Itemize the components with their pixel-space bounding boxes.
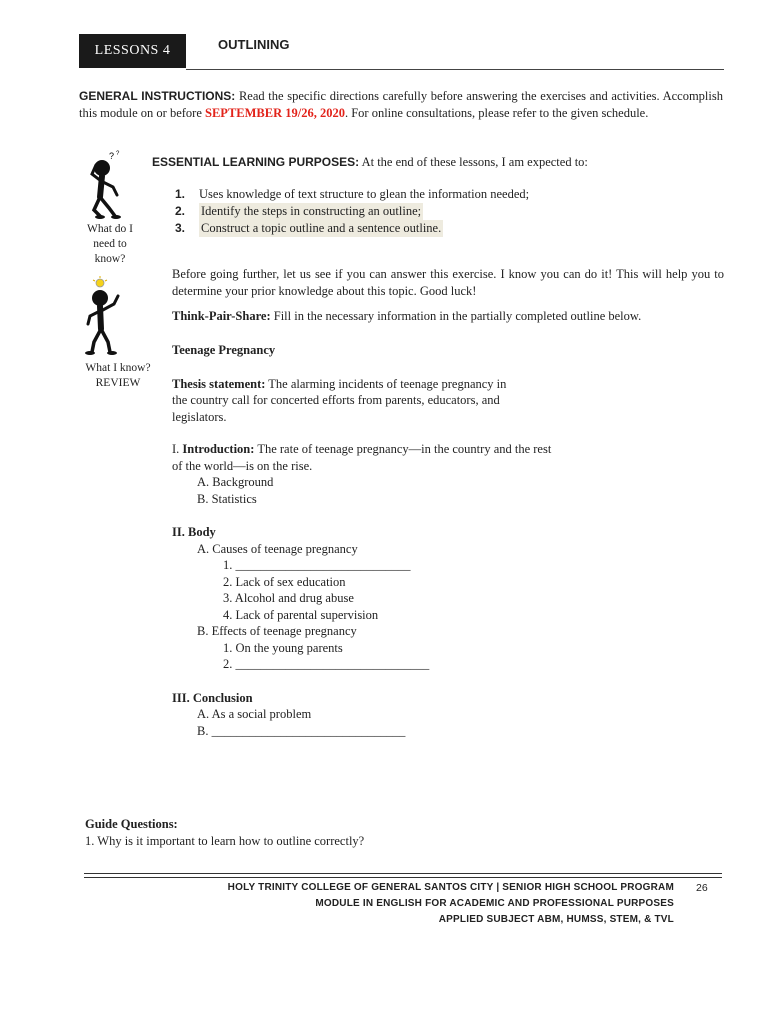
footer-module: MODULE IN ENGLISH FOR ACADEMIC AND PROFESSIONAL PURPOSES xyxy=(315,898,674,909)
idea-stickman-icon-graphic xyxy=(82,276,140,358)
outline-item: 4. Lack of parental supervision xyxy=(223,607,379,622)
conclusion-label: III. Conclusion xyxy=(172,690,253,705)
outline-blank-item: 2. _______________________________ xyxy=(223,657,430,671)
footer-divider xyxy=(84,873,722,874)
list-item xyxy=(175,203,529,220)
caption-line: What do I xyxy=(87,223,133,235)
outline-item: 2. Lack of sex education xyxy=(223,574,346,589)
guide-questions xyxy=(85,816,364,850)
general-instructions xyxy=(79,88,723,122)
conclusion-section xyxy=(172,690,724,740)
outline-item: B. Statistics xyxy=(197,491,257,506)
list-item xyxy=(175,186,529,203)
learning-purposes-intro: At the end of these lessons, I am expected to: xyxy=(359,155,588,169)
item-text-highlighted: Identify the steps in constructing an outline; xyxy=(201,204,422,218)
lesson-title: OUTLINING xyxy=(218,37,290,52)
thesis-line: The alarming incidents of teenage pregnancy in xyxy=(265,376,507,391)
footer xyxy=(84,880,674,928)
thinking-stickman-icon xyxy=(80,150,138,226)
page-number: 26 xyxy=(696,882,708,894)
what-do-i-need-caption xyxy=(78,222,142,267)
svg-text:?: ? xyxy=(109,151,115,161)
learning-purposes-heading xyxy=(152,155,588,170)
idea-stickman-icon xyxy=(82,276,140,362)
general-instructions-text-end: . For online consultations, please refer to the given schedule. xyxy=(344,106,649,120)
intro-label: Introduction: xyxy=(182,442,255,456)
thesis-line: legislators. xyxy=(172,409,227,424)
intro-line: of the world—is on the rise. xyxy=(172,458,313,473)
guide-question: 1. Why is it important to learn how to outline correctly? xyxy=(85,834,365,848)
svg-text:?: ? xyxy=(116,151,120,157)
review-intro: Before going further, let us see if you can answer this exercise. I know you can do it! This will help you to determine your prior knowledge about this topic. Good luck! xyxy=(172,267,724,298)
item-text-highlighted: Construct a topic outline and a sentence outline. xyxy=(201,221,442,235)
thesis-statement xyxy=(172,376,724,426)
outline-item: B. Effects of teenage pregnancy xyxy=(197,624,357,638)
think-pair-share xyxy=(172,308,724,325)
caption-line: know? xyxy=(94,253,126,265)
caption-line: What I know? xyxy=(85,362,151,374)
lesson-label: LESSONS 4 xyxy=(79,34,186,68)
caption-line: REVIEW xyxy=(95,377,141,389)
think-pair-share-label: Think-Pair-Share: xyxy=(172,309,271,323)
outline-item: A. Causes of teenage pregnancy xyxy=(197,541,358,556)
learning-purposes-list xyxy=(175,186,529,237)
body-section xyxy=(172,524,724,673)
thesis-line: the country call for concerted efforts from parents, educators, and xyxy=(172,393,500,407)
outline-title: Teenage Pregnancy xyxy=(172,343,276,357)
body-label: II. Body xyxy=(172,525,216,539)
what-i-know-caption xyxy=(78,361,158,391)
item-text: Uses knowledge of text structure to glean the information needed; xyxy=(199,187,530,201)
outline xyxy=(172,342,724,739)
footer-school: HOLY TRINITY COLLEGE OF GENERAL SANTOS CITY | SENIOR HIGH SCHOOL PROGRAM xyxy=(227,882,674,893)
general-instructions-text: Read the specific directions carefully before answering the exercises and activities. Accomplish this module on or before xyxy=(79,89,723,120)
thinking-stickman-icon-graphic xyxy=(80,150,138,222)
outline-item: A. As a social problem xyxy=(197,707,312,721)
outline-blank-item: 1. ____________________________ xyxy=(223,558,411,572)
header-divider xyxy=(186,69,724,70)
intro-prefix: I. xyxy=(172,442,183,456)
item-number: 1. xyxy=(175,187,186,201)
outline-item: A. Background xyxy=(197,475,274,489)
thesis-label: Thesis statement: xyxy=(172,376,266,391)
think-pair-share-text: Fill in the necessary information in the partially completed outline below. xyxy=(270,309,642,323)
caption-line: need to xyxy=(93,238,127,250)
item-number: 3. xyxy=(175,221,186,235)
outline-blank-item: B. _______________________________ xyxy=(197,723,406,738)
outline-item: 3. Alcohol and drug abuse xyxy=(223,591,354,605)
outline-item: 1. On the young parents xyxy=(223,640,343,655)
general-instructions-label: GENERAL INSTRUCTIONS: xyxy=(79,89,236,103)
item-number: 2. xyxy=(175,204,186,218)
footer-subject: APPLIED SUBJECT ABM, HUMSS, STEM, & TVL xyxy=(438,914,674,925)
footer-divider xyxy=(84,877,722,878)
intro-line: The rate of teenage pregnancy—in the country and the rest xyxy=(254,442,552,456)
deadline-date: SEPTEMBER 19/26, 2020 xyxy=(205,106,345,120)
guide-questions-label: Guide Questions: xyxy=(85,817,178,831)
learning-purposes-label: ESSENTIAL LEARNING PURPOSES: xyxy=(152,155,360,169)
introduction-section xyxy=(172,441,724,507)
list-item xyxy=(175,220,529,237)
